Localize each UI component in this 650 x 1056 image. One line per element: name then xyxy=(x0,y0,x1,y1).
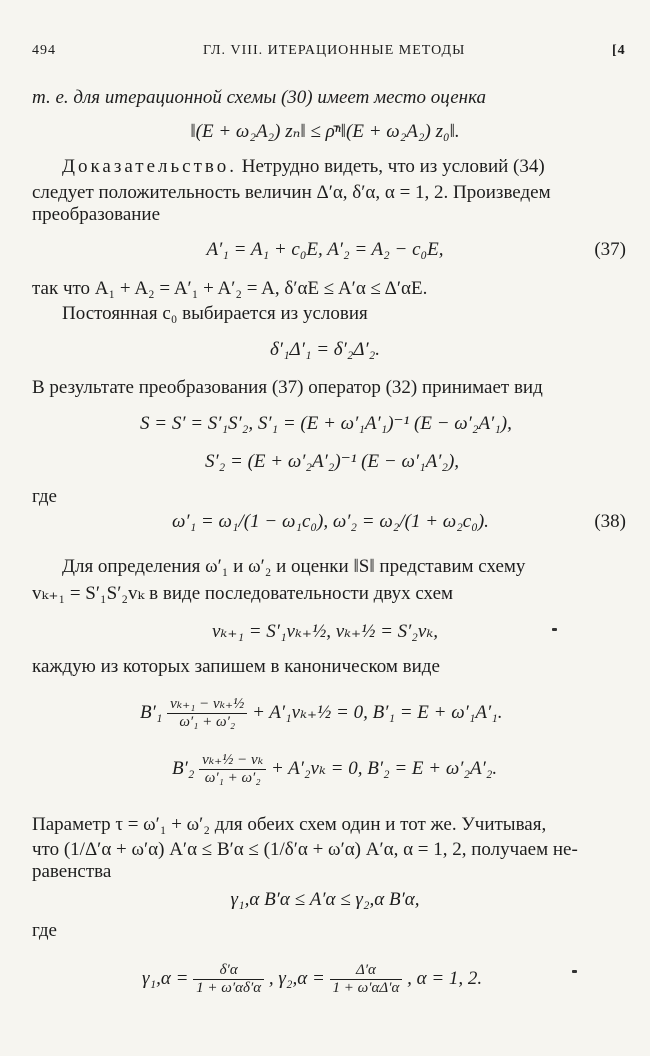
gamma2-fraction xyxy=(330,962,403,998)
gamma-tail: , α = 1, 2. xyxy=(407,968,483,990)
text-line: В результате преобразования (37) оператор (32) принимает вид xyxy=(32,377,543,398)
equation-number-37: (37) xyxy=(594,239,626,260)
b1-fraction xyxy=(167,696,247,732)
formula-gamma-definitions xyxy=(142,962,482,998)
formula-canonical-2 xyxy=(172,752,497,788)
gamma2-label: , γ₂,α = xyxy=(268,968,325,990)
text-line: так что A₁ + A₂ = A′₁ + A′₂ = A, δ′αE ≤ A′α ≤ Δ′αE. xyxy=(32,278,428,299)
page-number: 494 xyxy=(32,43,56,58)
text-line: vₖ₊₁ = S′₁S′₂vₖ в виде последовательности двух схем xyxy=(32,583,454,604)
proof-text: Нетрудно видеть, что из условий (34) xyxy=(241,156,545,177)
gamma2-numerator: Δ′α xyxy=(330,962,403,980)
text-line: равенства xyxy=(32,861,112,882)
b1-rest: + A′₁vₖ₊½ = 0, B′₁ = E + ω′₁A′₁. xyxy=(252,702,503,724)
b2-denominator: ω′₁ + ω′₂ xyxy=(204,770,261,787)
proof-heading: Доказательство. xyxy=(62,156,237,177)
gamma1-fraction xyxy=(193,962,264,998)
text-where: где xyxy=(32,486,57,507)
ink-mark xyxy=(572,970,577,973)
text-line-estimate: т. е. для итерационной схемы (30) имеет место оценка xyxy=(32,87,487,108)
text-where: где xyxy=(32,920,57,941)
b1-numerator: vₖ₊₁ − vₖ₊½ xyxy=(167,696,247,714)
b2-operator: B′₂ xyxy=(172,758,195,780)
formula-two-schemes: vₖ₊₁ = S′₁vₖ₊½, vₖ₊½ = S′₂vₖ, xyxy=(211,621,439,642)
b2-fraction xyxy=(199,752,266,788)
b2-numerator: vₖ₊½ − vₖ xyxy=(199,752,266,770)
ink-mark xyxy=(552,628,557,631)
formula-operator-s: S = S′ = S′₁S′₂, S′₁ = (E + ω′₁A′₁)⁻¹ (E − ω′₂A′₁), xyxy=(140,413,512,434)
text-line: следует положительность величин Δ′α, δ′α, α = 1, 2. Произведем xyxy=(32,182,551,203)
text-line: Для определения ω′₁ и ω′₂ и оценки ‖S‖ представим схему xyxy=(62,556,526,577)
text-line: каждую из которых запишем в каноническом виде xyxy=(32,656,440,677)
formula-c0-condition: δ′₁Δ′₁ = δ′₂Δ′₂. xyxy=(269,339,381,360)
proof-line xyxy=(62,157,545,176)
running-title: ГЛ. VIII. ИТЕРАЦИОННЫЕ МЕТОДЫ xyxy=(203,43,466,58)
section-mark: [4 xyxy=(612,43,626,58)
b2-rest: + A′₂vₖ = 0, B′₂ = E + ω′₂A′₂. xyxy=(270,758,498,780)
formula-37: A′₁ = A₁ + c₀E, A′₂ = A₂ − c₀E, xyxy=(206,239,444,260)
formula-canonical-1 xyxy=(140,696,503,732)
text-line: Параметр τ = ω′₁ + ω′₂ для обеих схем один и тот же. Учитывая, xyxy=(32,814,547,835)
gamma1-denominator: 1 + ω′αδ′α xyxy=(196,980,262,997)
text-line: преобразование xyxy=(32,204,161,225)
formula-gamma-inequality: γ₁,α B′α ≤ A′α ≤ γ₂,α B′α, xyxy=(230,889,420,910)
text-line: Постоянная c₀ выбирается из условия xyxy=(62,303,368,324)
formula-norm-estimate: ‖(E + ω₂A₂) zₙ‖ ≤ ρ̄ⁿ‖(E + ω₂A₂) z₀‖. xyxy=(190,121,460,142)
formula-38: ω′₁ = ω₁/(1 − ω₁c₀), ω′₂ = ω₂/(1 + ω₂c₀). xyxy=(172,511,489,532)
text-line: что (1/Δ′α + ω′α) A′α ≤ B′α ≤ (1/δ′α + ω′α) A′α, α = 1, 2, получаем не- xyxy=(32,839,578,860)
formula-operator-s2: S′₂ = (E + ω′₂A′₂)⁻¹ (E − ω′₁A′₂), xyxy=(205,451,460,472)
gamma1-numerator: δ′α xyxy=(193,962,264,980)
equation-number-38: (38) xyxy=(594,511,626,532)
b1-operator: B′₁ xyxy=(140,702,163,724)
gamma1-label: γ₁,α = xyxy=(142,968,189,990)
gamma2-denominator: 1 + ω′αΔ′α xyxy=(332,980,400,997)
b1-denominator: ω′₁ + ω′₂ xyxy=(179,714,236,731)
